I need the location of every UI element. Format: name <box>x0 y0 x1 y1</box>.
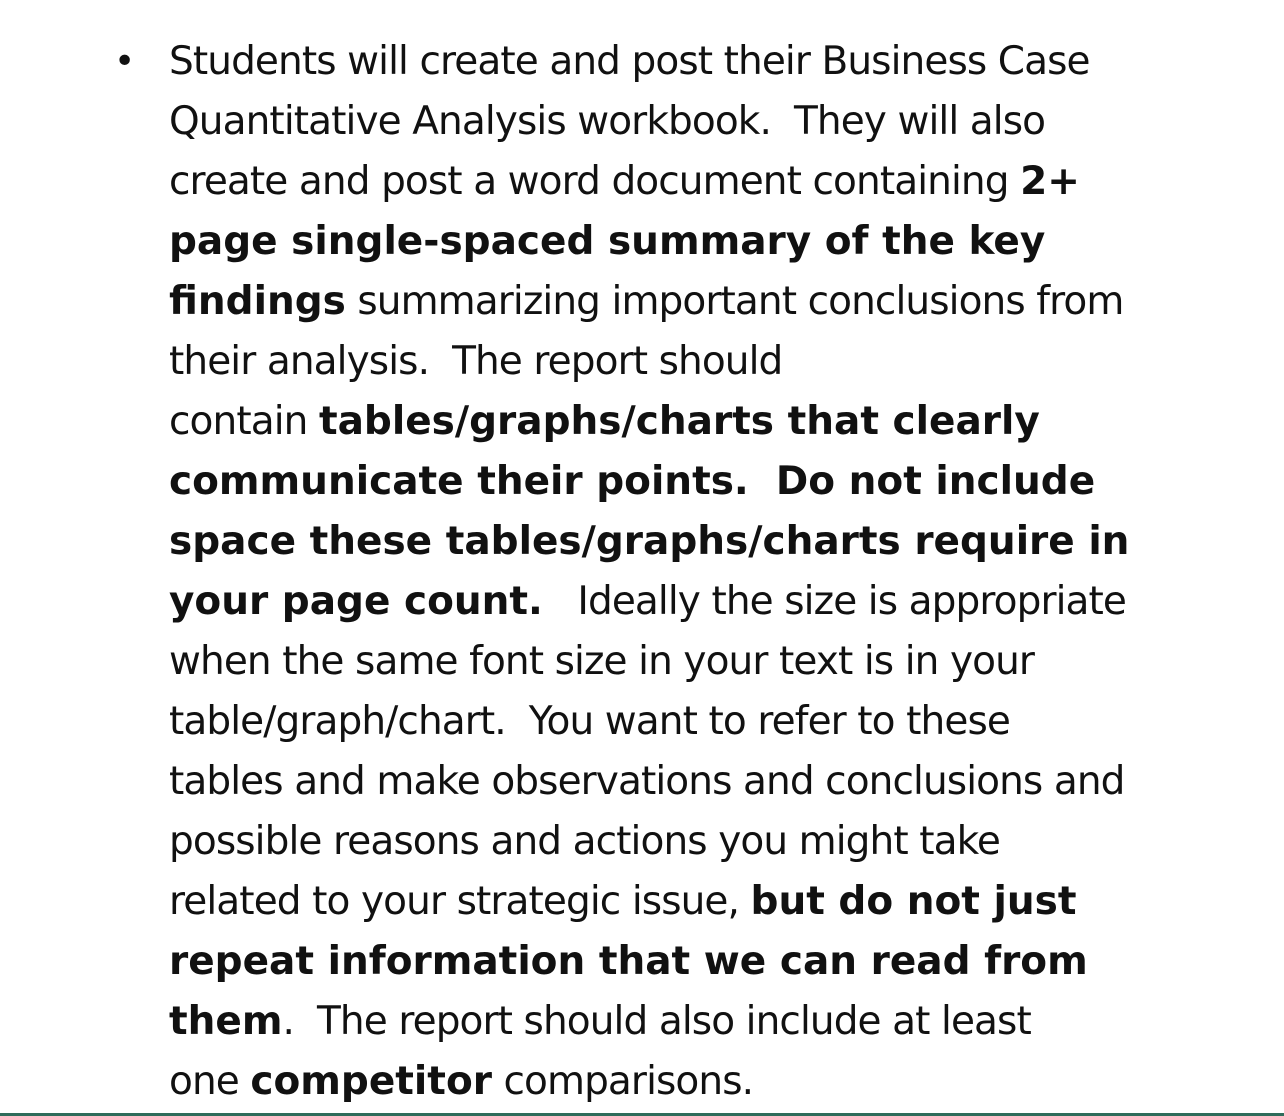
text-line <box>169 572 1269 632</box>
bold-text-run: findings <box>169 279 346 324</box>
bold-text-run: space these tables/graphs/charts require in <box>169 519 1130 564</box>
text-line <box>169 32 1269 92</box>
text-run: when the same font size in your text is in your <box>169 639 1035 684</box>
text-line <box>169 212 1269 272</box>
bold-text-run: tables/graphs/charts that clearly <box>318 399 1040 444</box>
text-run: summarizing important conclusions from <box>345 279 1124 324</box>
text-run: one <box>169 1059 251 1104</box>
bold-text-run: repeat information that we can read from <box>169 939 1088 984</box>
text-line <box>169 632 1269 692</box>
bold-text-run: your page count. <box>169 579 543 624</box>
text-run: their analysis. The report should <box>169 339 783 384</box>
text-run: possible reasons and actions you might take <box>169 819 1001 864</box>
bold-text-run: communicate their points. Do not include <box>169 459 1096 504</box>
text-run: Students will create and post their Business Case <box>169 39 1090 84</box>
text-run: table/graph/chart. You want to refer to these <box>169 699 1010 744</box>
text-run: comparisons. <box>491 1059 754 1104</box>
text-line <box>169 812 1269 872</box>
text-run: Ideally the size is appropriate <box>542 579 1126 624</box>
text-run: contain <box>169 399 319 444</box>
text-line <box>169 272 1269 332</box>
text-run: related to your strategic issue, <box>169 879 751 924</box>
text-line <box>169 92 1269 152</box>
text-run: create and post a word document containing <box>169 159 1021 204</box>
bold-text-run: competitor <box>250 1059 492 1104</box>
text-line <box>169 332 1269 392</box>
text-line <box>169 452 1269 512</box>
text-line <box>169 152 1269 212</box>
bold-text-run: but do not just <box>750 879 1077 924</box>
bullet-icon: • <box>114 41 136 82</box>
text-line <box>169 872 1269 932</box>
text-line <box>169 392 1269 452</box>
text-line <box>169 692 1269 752</box>
text-line <box>169 932 1269 992</box>
text-run: Quantitative Analysis workbook. They will also <box>169 99 1046 144</box>
bold-text-run: 2+ <box>1020 159 1080 204</box>
text-line <box>169 1052 1269 1112</box>
text-run: tables and make observations and conclusions and <box>169 759 1125 804</box>
text-line <box>169 512 1269 572</box>
bold-text-run: page single-spaced summary of the key <box>169 219 1046 264</box>
bold-text-run: them <box>169 999 283 1044</box>
text-line <box>169 752 1269 812</box>
text-line <box>169 992 1269 1052</box>
paragraph-text <box>169 32 1269 1112</box>
text-run: . The report should also include at least <box>282 999 1031 1044</box>
